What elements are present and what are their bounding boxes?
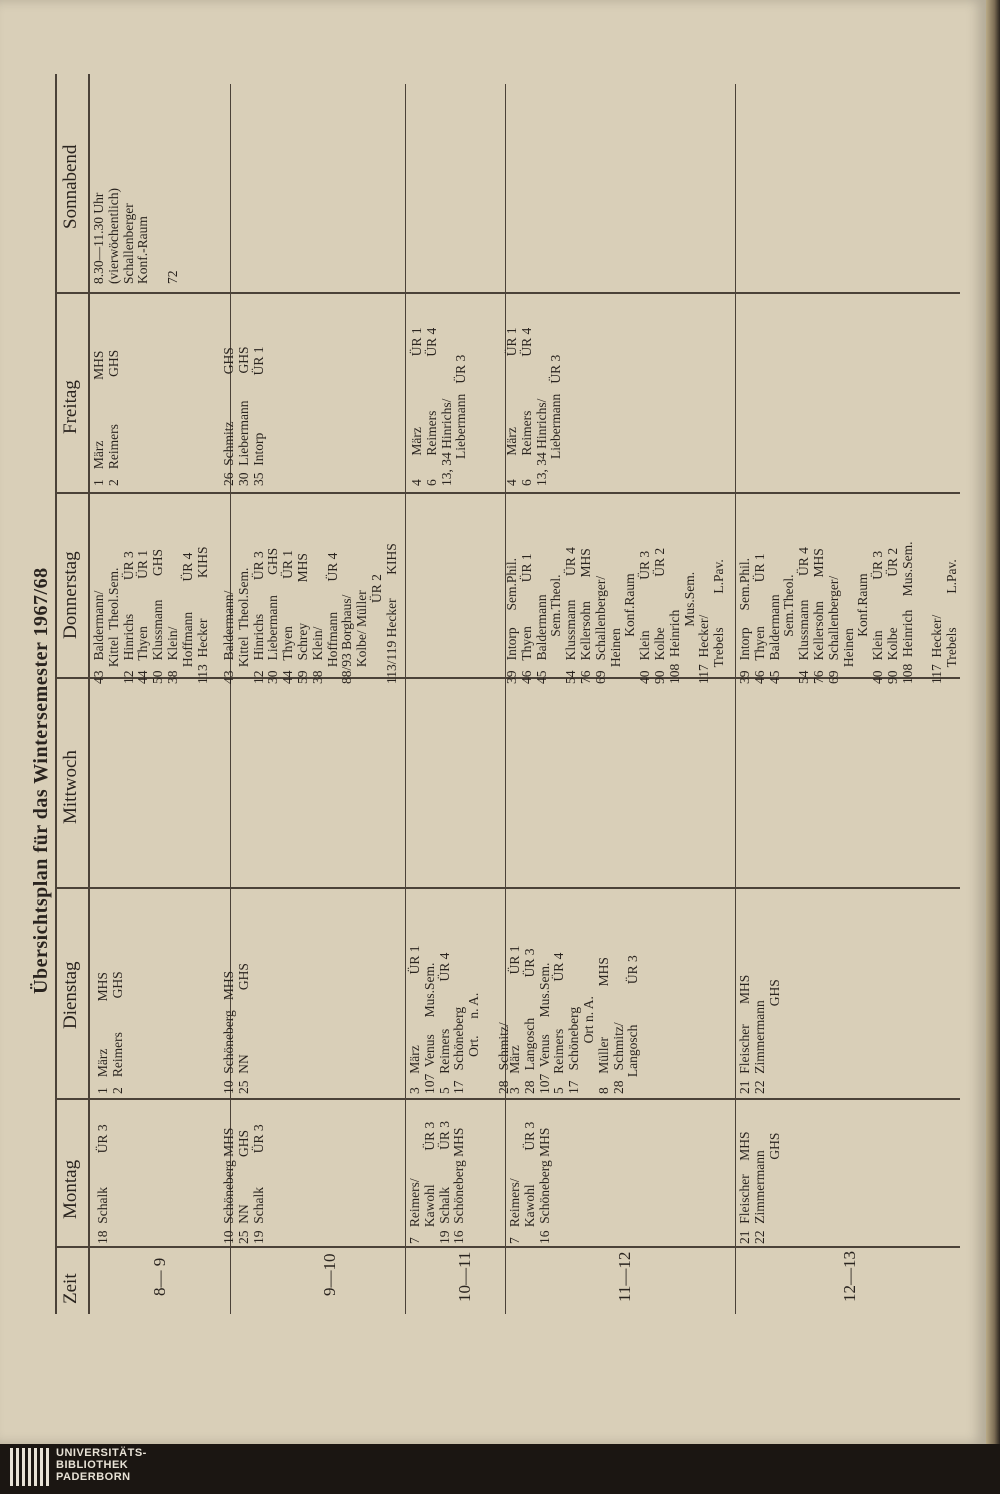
header-mittwoch: Mittwoch <box>60 750 81 824</box>
library-name <box>56 1447 147 1483</box>
row-divider-4 <box>735 84 736 1314</box>
col-divider-montag <box>55 1099 960 1101</box>
cell-donnerstag-8: 43 Baldermann/ Kittel Theol.Sem. 12 Hinrichs ÜR 3 44 Thyen ÜR 1 50 Klussmann GHS 38 Klein/ Hoffmann ÜR 4 113 Hecker KIHS <box>91 546 210 684</box>
page-title: Übersichtsplan für das Wintersemester 1967/68 <box>30 567 52 994</box>
header-zeit: Zeit <box>60 1273 81 1304</box>
cell-freitag-8: 1 März MHS 2 Reimers GHS <box>91 349 121 486</box>
cell-freitag-10: 4 März ÜR 1 6 Reimers ÜR 4 13, 34 Hinrichs/ Liebermann ÜR 3 <box>409 327 469 486</box>
header-rule-bottom <box>88 74 90 1314</box>
header-donnerstag: Donnerstag <box>60 551 81 639</box>
header-sonnabend: Sonnabend <box>60 144 81 229</box>
col-divider-donnerstag <box>55 493 960 495</box>
time-slot: 12—13 <box>840 1251 859 1302</box>
col-divider-dienstag <box>55 888 960 890</box>
library-name-line: UNIVERSITÄTS- <box>56 1447 147 1459</box>
time-slot: 11—12 <box>615 1251 634 1302</box>
book-edge <box>986 0 1000 1444</box>
cell-dienstag-9: 10 Schöneberg MHS 25 NN GHS <box>221 963 251 1094</box>
cell-dienstag-10: 3 März ÜR 1 107 Venus Mus.Sem. 5 Reimers ÜR 4 17 Schöneberg Ort. n. A. 28 Schmitz/ <box>407 945 511 1094</box>
cell-montag-9: 10 Schöneberg MHS 25 NN GHS 19 Schalk ÜR 3 <box>221 1124 266 1244</box>
cell-montag-12: 21 Fleischer MHS 22 Zimmermann GHS <box>737 1131 782 1244</box>
row-divider-2 <box>405 84 406 1314</box>
row-divider-3 <box>505 84 506 1314</box>
cell-montag-8: 18 Schalk ÜR 3 <box>95 1124 110 1244</box>
cell-sonnabend-8: 8.30—11.30 Uhr (vierwöchentlich) Schallenberger Konf.-Raum 72 <box>91 188 180 284</box>
header-montag: Montag <box>60 1159 81 1219</box>
library-logo-icon <box>8 1446 52 1488</box>
time-slot: 10—11 <box>455 1251 474 1302</box>
library-name-line: BIBLIOTHEK <box>56 1459 129 1471</box>
cell-dienstag-11: 3 März ÜR 1 28 Langosch ÜR 3 107 Venus Mus.Sem. 5 Reimers ÜR 4 17 Schöneberg Ort n. A. 8 Müller MHS 28 Schmitz/ Langosch ÜR 3 <box>507 945 641 1094</box>
footer-bar <box>0 1444 1000 1494</box>
header-dienstag: Dienstag <box>60 961 81 1029</box>
header-freitag: Freitag <box>60 380 81 434</box>
cell-donnerstag-9: 43 Baldermann/ Kittel Theol.Sem. 12 Hinrichs ÜR 3 30 Liebermann GHS 44 Thyen ÜR 1 59 Schrey MHS 38 Klein/ Hoffmann ÜR 4 88/93 Borghaus/ Kolbe/ Müller ÜR 2 113/119 Hecker KIHS <box>221 543 399 684</box>
time-slot: 9—10 <box>320 1253 339 1296</box>
cell-montag-11: 7 Reimers/ Kawohl ÜR 3 16 Schöneberg MHS <box>507 1121 552 1244</box>
header-rule-top <box>55 74 57 1314</box>
col-divider-zeit <box>55 1247 960 1249</box>
time-slot: 8— 9 <box>150 1257 169 1296</box>
cell-donnerstag-11: 39 Intorp Sem.Phil. 46 Thyen ÜR 1 45 Baldermann Sem.Theol. 54 Klussmann ÜR 4 76 Kellersohn MHS 69 Schallenberger/ Heinen Konf.Raum 40 Klein ÜR 3 90 Kolbe ÜR 2 108 Heinrich Mus.Sem. 117 Hecker/ Trebels L.Pav. <box>504 547 727 684</box>
library-name-line: PADERBORN <box>56 1471 131 1483</box>
cell-dienstag-12: 21 Fleischer MHS 22 Zimmermann GHS <box>737 974 782 1094</box>
cell-freitag-9: 26 Schmitz GHS 30 Liebermann GHS 35 Intorp ÜR 1 <box>221 346 266 486</box>
cell-freitag-11: 4 März ÜR 1 6 Reimers ÜR 4 13, 34 Hinrichs/ Liebermann ÜR 3 <box>504 327 564 486</box>
cell-dienstag-8: 1 März MHS 2 Reimers GHS <box>95 971 125 1094</box>
cell-donnerstag-12: 39 Intorp Sem.Phil. 46 Thyen ÜR 1 45 Baldermann Sem.Theol. 54 Klussmann ÜR 4 76 Kellersohn MHS 69 Schallenberger/ Heinen Konf.Raum 40 Klein ÜR 3 90 Kolbe ÜR 2 108 Heinrich Mus.Sem. 117 Hecker/ Trebels L.Pav. <box>737 541 960 684</box>
col-divider-freitag <box>55 293 960 295</box>
cell-montag-10: 7 Reimers/ Kawohl ÜR 3 19 Schalk ÜR 3 16 Schöneberg MHS <box>407 1121 467 1244</box>
